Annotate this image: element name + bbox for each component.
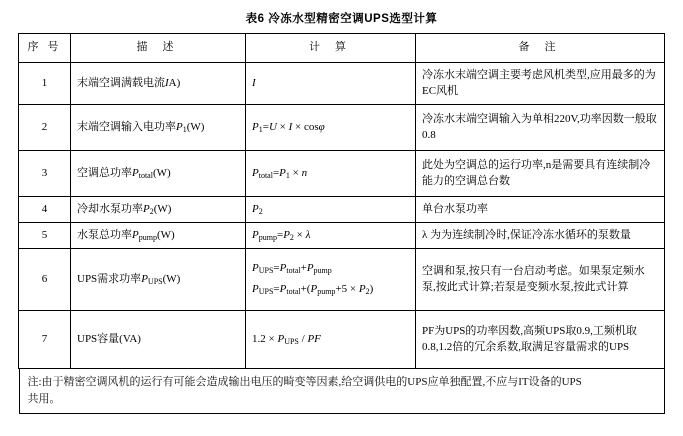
table-header-row [19, 34, 665, 63]
table-row [19, 151, 665, 197]
row-description: 末端空调满载电流IA) [71, 63, 246, 105]
row-note: 单台水泵功率 [416, 197, 665, 223]
row-description: 空调总功率$P_{total}(W)$ [71, 151, 246, 197]
row-no: 4 [19, 197, 71, 223]
row-no: 7 [19, 311, 71, 369]
table-row [19, 249, 665, 311]
table-row [19, 223, 665, 249]
row-no: 5 [19, 223, 71, 249]
row-no: 3 [19, 151, 71, 197]
table-row [19, 105, 665, 151]
row-calculation: $P_2$ [246, 197, 416, 223]
table-row [19, 197, 665, 223]
row-calculation: $P_{total}=P_1 \times n$ [246, 151, 416, 197]
row-note: 此处为空调总的运行功率,n是需要具有连续制冷能力的空调总台数 [416, 151, 665, 197]
row-no: 1 [19, 63, 71, 105]
row-calculation: I [246, 63, 416, 105]
row-no: 6 [19, 249, 71, 311]
row-note: λ 为为连续制冷时,保证冷冻水循环的泵数量 [416, 223, 665, 249]
col-header-calculation: 计 算 [246, 34, 416, 63]
table-footnote [19, 369, 665, 414]
col-header-note: 备 注 [416, 34, 665, 63]
col-header-no: 序 号 [19, 34, 71, 63]
row-calculation: $P_1=U \times I \times \cos\varphi$ [246, 105, 416, 151]
row-description: UPS需求功率$P_{UPS}(W)$ [71, 249, 246, 311]
row-description: UPS容量(VA) [71, 311, 246, 369]
table-row [19, 311, 665, 369]
row-calculation: $1.2 \times P_{UPS}$ / PF [246, 311, 416, 369]
footnote-line-2: 共用。 [27, 392, 61, 405]
table-row [19, 63, 665, 105]
table-header [19, 34, 665, 63]
row-note: 冷冻水末端空调主要考虑风机类型,应用最多的为EC风机 [416, 63, 665, 105]
row-note: 空调和泵,按只有一台启动考虑。如果泵定频水泵,按此式计算;若泵是变频水泵,按此式计算 [416, 249, 665, 311]
row-note: 冷冻水末端空调输入为单相220V,功率因数一般取0.8 [416, 105, 665, 151]
row-no: 2 [19, 105, 71, 151]
col-header-description: 描 述 [71, 34, 246, 63]
row-description: 冷却水泵功率$P_2(W)$ [71, 197, 246, 223]
footnote-line-1: 注:由于精密空调风机的运行有可能会造成输出电压的畸变等因素,给空调供电的UPS应单独配置,不应与IT设备的UPS [27, 376, 582, 388]
row-description: 末端空调输入电功率$P_1(W)$ [71, 105, 246, 151]
row-description: 水泵总功率$P_{pump}(W)$ [71, 223, 246, 249]
ups-selection-table [18, 33, 665, 369]
row-note: PF为UPS的功率因数,高频UPS取0.9,工频机取0.8,1.2倍的冗余系数,取满足容量需求的UPS [416, 311, 665, 369]
table-body [19, 63, 665, 369]
row-calculation: $P_{pump}=P_2 \times \lambda$ [246, 223, 416, 249]
table-caption: 表6 冷冻水型精密空调UPS选型计算 [245, 13, 438, 25]
row-calculation: $P_{UPS}=P_{total}+P_{pump}$ $P_{UPS}=P_{total}+(P_{pump}+5 \times P_2)$ [246, 249, 416, 311]
